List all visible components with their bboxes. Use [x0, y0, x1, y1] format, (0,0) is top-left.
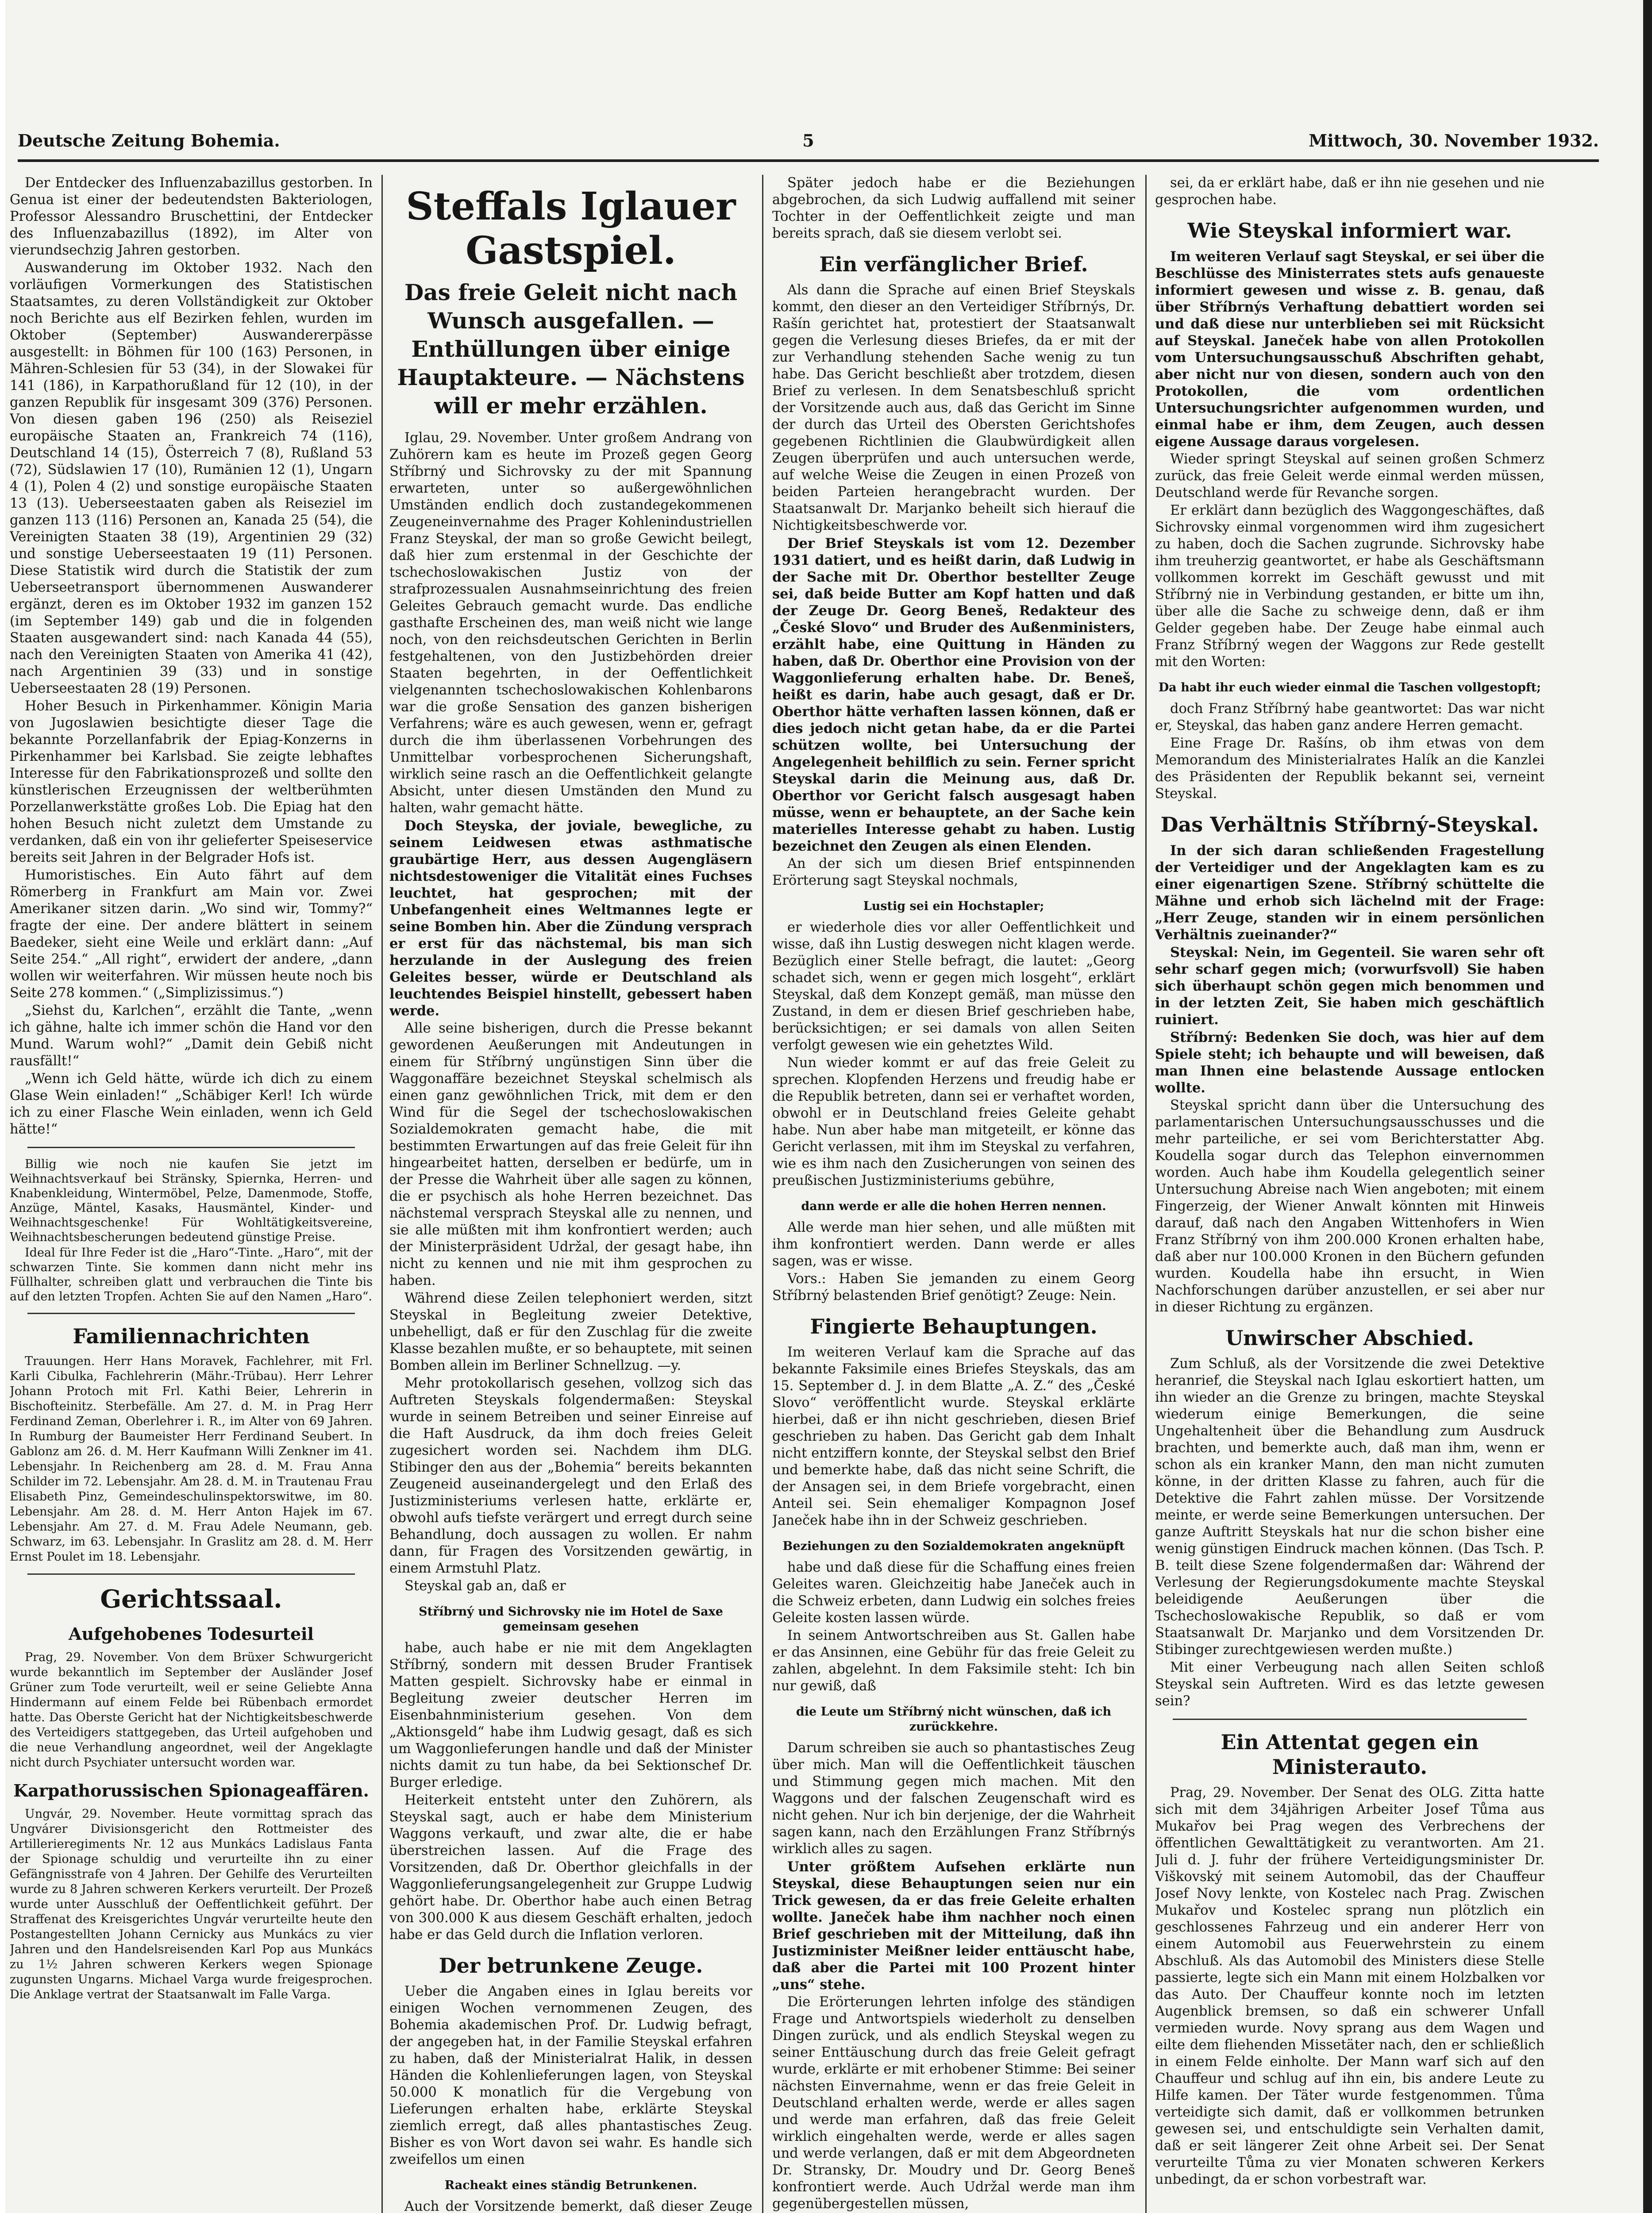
article-paragraph: sei, da er erklärt habe, daß er ihn nie gesehen und nie gesprochen habe.	[1155, 175, 1544, 208]
article-paragraph: In seinem Antwortschreiben aus St. Gallen habe er das Ansinnen, eine Gebühr für das freie Geleit zu zahlen, abgelehnt. In dem Faksimile steht: Ich bin nur gewiß, daß	[772, 1628, 1135, 1694]
article-paragraph: Die Erörterungen lehrten infolge des ständigen Frage und Antwortspiels wiederholt zu denselben Dingen zurück, und als endlich Steyskal wegen zu seiner Enttäuschung durch das freie Geleit gefragt wurde, erklärte er mit erhobener Stimme: Bei seiner nächsten Einvernahme, wenn er das freie Geleit in Deutschland erhalten werde, werde er alles sagen und werde man erfahren, daß das freie Geleit wirklich eingehalten werde, werde er alles sagen und werde verlangen, daß er mit dem Abgeordneten Dr. Stransky, Dr. Moudry und Dr. Georg Beneš konfrontiert werde. Auch Udržal werde man ihm gegenübergestellen müssen,	[772, 1994, 1135, 2212]
page-margin	[0, 0, 5, 2213]
family-notices: Trauungen. Herr Hans Moravek, Fachlehrer, mit Frl. Karli Cibulka, Fachlehrerin (Mähr.-Trübau). Herr Lehrer Johann Protoch mit Frl. Kathi Beier, Lehrerin in Bischofteinitz. Sterbefälle. Am 27. d. M. in Prag Herr Ferdinand Zeman, Oberlehrer i. R., im Alter von 69 Jahren. In Rumburg der Baumeister Herr Ferdinand Seubert. In Gablonz am 26. d. M. Herr Kaufmann Willi Zenkner im 41. Lebensjahr. In Reichenberg am 28. d. M. Frau Anna Schilder im 72. Lebensjahr. Am 28. d. M. in Trautenau Frau Elisabeth Pinz, Gemeindeschulinspektorswitwe, im 80. Lebensjahr. Am 28. d. M. Herr Anton Hajek im 67. Lebensjahr. Am 27. d. M. Frau Adele Neumann, geb. Schwarz, im 63. Lebensjahr. In Graslitz am 28. d. M. Herr Ernst Poulet im 18. Lebensjahr.	[10, 1354, 373, 1564]
article-paragraph: Auch der Vorsitzende bemerkt, daß dieser Zeuge	[404, 2199, 752, 2213]
article-paragraph: Mehr protokollarisch gesehen, vollzog sich das Auftreten Steyskals folgendermaßen: Steyskal wurde in seinem Betreiben und seiner Einreise auf die Haft Ausdruck, da ihm doch freies Geleit zugesichert worden sei. Nachdem ihm DLG. Stibinger den aus der „Bohemia“ bereits bekannten Zeugeneid auseinandergelegt und den Erlaß des Justizministeriums verlesen hatte, erklärte er, obwohl aufs tiefste verärgert und erregt durch seine Behandlung, doch aussagen zu wollen. Er nahm dann, für Fragen des Vorsitzenden gewärtig, in einem Armstuhl Platz.	[389, 1376, 752, 1576]
article-paragraph: Iglau, 29. November. Unter großem Andrang von Zuhörern kam es heute im Prozeß gegen Georg Stříbrný und Sichrovsky zu der mit Spannung erwarteten, unter so außergewöhnlichen Umständen endlich doch zustandegekommenen Zeugeneinvernahme des Prager Kohlenindustriellen Franz Steyskal, der man so große Gewicht beilegt, daß hier zum erstenmal in der Geschichte der tschechoslowakischen Justiz von der strafprozessualen Ausnahmseinrichtung des freien Geleites Gebrauch gemacht wurde. Das endliche gasthafte Erscheinen des, man weiß nicht wie lange noch, von den reichsdeutschen Gerichten in Berlin festgehaltenen, von den Justizbehörden dreier Staaten begehrten, in der Oeffentlichkeit vielgenannten tschechoslowakischen Kohlenbarons war die große Sensation des ganzen bisherigen Verfahrens; wäre es auch gewesen, wenn er, gefragt durch die ihm überlassenen Vorbehrungen des Unmittelbar vorbesprochenen Sicherungshaft, wirklich seine rasch an die Oeffentlichkeit gelangte Absicht, unter diesen Umständen den Mund zu halten, wahr gemacht hätte.	[389, 430, 752, 816]
advertisement: Ideal für Ihre Feder ist die „Haro“-Tinte. „Haro“, mit der schwarzen Tinte. Sie kommen dann nicht mehr ins Füllhalter, schreiben glatt und verbrauchen die Tinte bis auf den letzten Tropfen. Achten Sie auf den Namen „Haro“.	[10, 1246, 373, 1303]
article-heading: Ein Attentat gegen ein Ministerauto.	[1221, 1730, 1479, 1779]
header-page-number: 5	[802, 131, 814, 150]
column-2	[389, 175, 752, 2213]
article-paragraph: Im weiteren Verlauf sagt Steyskal, er sei über die Beschlüsse des Ministerrates stets aufs genaueste informiert gewesen und wisse z. B. genau, daß über Stříbrnýs Verhaftung debattiert worden sei und daß diese nur unterblieben sei mit Rücksicht auf Steyskal. Janeček habe von allen Protokollen vom Untersuchungsausschuß Abschriften gehabt, aber nicht nur von diesen, sondern auch von den Protokollen, die vom ordentlichen Untersuchungsrichter aufgenommen wurden, und einmal habe er ihm, dem Zeugen, auch dessen eigene Aussage daraus vorgelesen.	[1155, 249, 1544, 450]
article-paragraph: Wieder springt Steyskal auf seinen großen Schmerz zurück, das freie Geleit werde einmal werden müssen, Deutschland werde für Revanche sorgen.	[1155, 451, 1544, 501]
article-paragraph: Zum Schluß, als der Vorsitzende die zwei Detektive heranrief, die Steyskal nach Iglau eskortiert hatten, um ihn wieder an die Grenze zu bringen, machte Steyskal wiederum einige Bemerkungen, die seine Ungehaltenheit über die Behandlung zum Ausdruck brachten, und bemerkte auch, daß man ihm, wenn er schon als ein kranker Mann, den man nicht zumuten könne, in der dritten Klasse zu fahren, auch für die Detektive die Fahrt zahlen müsse. Der Vorsitzende meinte, er werde seine Bemerkungen untersuchen. Der ganze Auftritt Steyskals hat nur die schon bisher eine wenig günstigen Eindruck machen können. (Das Tsch. P. B. teilt diese Szene folgendermaßen dar: Während der Verlesung der Regierungsdokumente machte Steyskal beleidigende Aeußerungen über die Tschechoslowakische Republik, so daß er vom Staatsanwalt Dr. Marjanko und dem Vorsitzenden Dr. Stibinger zurechtgewiesen werden mußte.)	[1155, 1356, 1544, 1658]
column-1	[10, 175, 373, 2213]
article-heading: Karpathorussischen Spionageaffären.	[13, 1781, 369, 1800]
article-paragraph: Steyskal gab an, daß er	[404, 1578, 566, 1594]
article-body: Prag, 29. November. Von dem Brüxer Schwurgericht wurde bekanntlich im September der Ausländer Josef Grüner zum Tode verurteilt, weil er seine Geliebte Anna Hindermann auf einem Felde bei Rübenbach ermordet hatte. Das Oberste Gericht hat der Nichtigkeitsbeschwerde des Verteidigers stattgegeben, das Urteil aufgehoben und die neue Verhandlung angeordnet, weil der Angeklagte nicht durch Psychiater untersucht worden war.	[10, 1650, 373, 1770]
article-paragraph: Im weiteren Verlauf kam die Sprache auf das bekannte Faksimile eines Briefes Steyskals, das am 15. September d. J. in dem Blatte „A. Z.“ des „České Slovo“ veröffentlicht wurde. Steyskal erklärte hierbei, daß er ihn nicht geschrieben, diesen Brief geschrieben zu haben. Das Gericht gab dem Inhalt nicht entziffern konnte, der Steyskal selbst den Brief und bemerkte habe, daß das nicht seine Schrift, die der Ansagen sei, in dem Briefe vorgebracht, einen Anteil sei. Sein ehemaliger Kompagnon Josef Janeček habe ihn in der Schweiz geschrieben.	[772, 1345, 1135, 1528]
page-header	[18, 128, 1599, 162]
article-subheading: Das Verhältnis Stříbrný-Steyskal.	[1160, 813, 1539, 837]
news-item: Humoristisches. Ein Auto fährt auf dem Römerberg in Frankfurt am Main vor. Zwei Amerikaner sitzen darin. „Wo sind wir, Tommy?“ fragte der eine. Der andere blättert in seinem Baedeker, sieht eine Weile und erklärt dann: „Auf Seite 254.“ „All right“, erwidert der andere, „dann wollen wir weiterfahren. Wir müssen heute noch bis Seite 278 kommen.“ („Simplizissimus.“)	[10, 867, 373, 1001]
article-paragraph: Stříbrný: Bedenken Sie doch, was hier auf dem Spiele steht; ich behaupte und will beweisen, daß man Ihnen eine belastende Aussage entlocken wollte.	[1155, 1029, 1544, 1096]
article-paragraph: er wiederhole dies vor aller Oeffentlichkeit und wisse, daß ihn Lustig deswegen nicht klagen werde. Bezüglich einer Stelle befragt, die lautet: „Georg schadet sich, wenn er gegen mich losgeht“, erklärt Steyskal, daß dem Konzept gemäß, man müsse den Zustand, in dem er diesen Brief geschrieben habe, berücksichtigen; er sei damals von allen Seiten verfolgt gewesen wie ein gehetztes Wild.	[772, 920, 1135, 1053]
column-rule	[1145, 175, 1147, 2213]
divider	[27, 1313, 355, 1314]
divider	[1173, 1719, 1527, 1720]
article-paragraph: habe, auch habe er nie mit dem Angeklagten Stříbrný, sondern mit dessen Bruder Frantisek Matten gespielt. Sichrovsky habe er einmal in Begleitung zweier deutscher Herren im Eisenbahnministerium gesehen. Von dem „Aktionsgeld“ habe ihm Ludwig gesagt, daß es sich um Waggonlieferungen handle und daß der Minister nichts damit zu tun habe, da bei Sektionschef Dr. Burger erledige.	[389, 1640, 752, 1790]
main-headline: Steffals Iglauer Gastspiel.	[406, 184, 736, 273]
inline-subheading: Da habt ihr euch wieder einmal die Taschen vollgestopft;	[1158, 681, 1541, 694]
article-paragraph: Er erklärt dann bezüglich des Waggongeschäftes, daß Sichrovsky einmal vorgenommen wird ihm zugesichert zu haben, doch die Sachen zugrunde. Sichrovsky habe ihm treuherzig geantwortet, er habe als Geschäftsmann vollkommen korrekt im Geschäft gewusst und mit Stříbrný nie in Verbindung gestanden, er bitte um ihn, über alle die Sache zu schweige denn, daß er ihm Gelder gegeben habe. Der Zeuge habe einmal auch Franz Stříbrný wegen der Waggons zur Rede gestellt mit den Worten:	[1155, 503, 1544, 670]
news-item: Der Entdecker des Influenzabazillus gestorben. In Genua ist einer der bedeutendsten Bakteriologen, Professor Alessandro Bruschettini, der Entdecker des Influenzabazillus (1892), im Alter von vierundsechzig Jahren gestorben.	[10, 175, 373, 258]
article-paragraph: habe und daß diese für die Schaffung eines freien Geleites waren. Gleichzeitig habe Janeček auch in die Schweiz erbeten, dann Ludwig ein solches freies Geleite kosten lassen würde.	[772, 1560, 1135, 1626]
article-paragraph: Alle werde man hier sehen, und alle müßten mit ihm konfrontiert werden. Dann werde er alles sagen, was er wisse.	[772, 1220, 1135, 1269]
article-paragraph: Ueber die Angaben eines in Iglau bereits vor einigen Wochen vernommenen Zeugen, des Bohemia akademischen Prof. Dr. Ludwig befragt, der angegeben hat, in der Familie Steyskal erfahren zu haben, daß der Ministerialrat Halik, in dessen Händen die Kohlenlieferungen lagen, von Steyskal 50.000 K monatlich für die Vergebung von Lieferungen erhalten habe, erklärte Steyskal ziemlich erregt, daß alles phantastisches Zeug. Bisher es von Wort davon sei wahr. Es handle sich zweifellos um einen	[389, 1984, 752, 2167]
inline-subheading: Lustig sei ein Hochstapler;	[863, 899, 1044, 913]
divider	[27, 1573, 355, 1575]
advertisement: Billig wie noch nie kaufen Sie jetzt im Weihnachtsverkauf bei Stränsky, Spiernka, Herren- und Knabenkleidung, Wintermöbel, Pelze, Damenmode, Stoffe, Anzüge, Mäntel, Kasaks, Hausmäntel, Kinder- und Weihnachtsgeschenke! Für Wohltätigkeitsvereine, Weihnachtsbescherungen bedeutend günstige Preise.	[10, 1157, 373, 1244]
article-paragraph: Der Brief Steyskals ist vom 12. Dezember 1931 datiert, und es heißt darin, daß Ludwig in der Sache mit Dr. Oberthor bestellter Zeuge sei, daß beide Butter am Kopf hatten und daß der Zeuge Dr. Georg Beneš, Redakteur des „České Slovo“ und Bruder des Außenministers, erzählt habe, eine Quittung in Händen zu haben, daß Dr. Oberthor eine Provision von der Waggonlieferung erhalten habe. Dr. Beneš, heißt es darin, habe auch gesagt, daß er Dr. Oberthor hätte verhaften lassen können, daß er dies jedoch nicht getan habe, da er die Partei schützen wollte, bei Untersuchung der Angelegenheit behilflich zu sein. Ferner spricht Steyskal darin die Meinung aus, daß Dr. Oberthor vor Gericht falsch ausgesagt haben müsse, wenn er behauptete, an der Sache kein materielles Interesse gehabt zu haben. Lustig bezeichnet den Zeugen als einen Elenden.	[772, 536, 1135, 854]
column-4	[1155, 175, 1544, 2213]
article-paragraph: An der sich um diesen Brief entspinnenden Erörterung sagt Steyskal nochmals,	[772, 856, 1135, 888]
header-date: Mittwoch, 30. November 1932.	[1309, 131, 1599, 150]
column-rule	[381, 175, 383, 2213]
article-paragraph: Darum schreiben sie auch so phantastisches Zeug über mich. Man will die Oeffentlichkeit täuschen und Stimmung gegen mich machen. Mit den Waggons und der falschen Zeugenschaft wird es nicht gehen. Nur ich bin derjenige, der die Wahrheit sagen kann, nach den Erzählungen Franz Stříbrnýs wirklich alles zu sagen.	[772, 1740, 1135, 1857]
article-paragraph: In der sich daran schließenden Fragestellung der Verteidiger und der Angeklagten kam es zu einer eigenartigen Szene. Stříbrný schüttelte die Mähne und erhob sich lächelnd mit der Frage: „Herr Zeuge, standen wir in einem persönlichen Verhältnis zueinander?“	[1155, 843, 1544, 943]
article-paragraph: Während diese Zeilen telephoniert werden, sitzt Steyskal in Begleitung zweier Detektive, unbehelligt, daß er für den Zuschlag für die zweite Klasse bezahlen mußte, er so behauptete, mit seinen Bomben allein im Berliner Schnellzug. —y.	[389, 1291, 752, 1373]
inline-subheading: dann werde er alle die hohen Herren nennen.	[801, 1199, 1106, 1213]
article-paragraph: Steyskal spricht dann über die Untersuchung des parlamentarischen Untersuchungsausschusses und die mehr parteiliche, er sei vom Berichterstatter Abg. Koudella sogar durch das Telephon einvernommen worden. Auch habe ihm Koudella gelegentlich seiner Untersuchung Abreise nach Wien angeboten; mit einem Fingerzeig, der Wiener Anwalt könnten mit Hinweis darauf, daß nach den Angaben Wittenhofers in Wien Franz Stříbrný von ihm 200.000 Kronen erhalten habe, daß aber nur 100.000 Kronen in den Büchern gefunden wurden. Koudella habe ihn ersucht, in Wien Nachforschungen darüber anzustellen, er sei aber nur in dieser Richtung zu ergänzen.	[1155, 1098, 1544, 1315]
article-heading: Aufgehobenes Todesurteil	[68, 1624, 314, 1644]
article-paragraph: Als dann die Sprache auf einen Brief Steyskals kommt, den dieser an den Verteidiger Stříbrnýs, Dr. Rašín gerichtet hat, protestiert der Staatsanwalt gegen die Verlesung dieses Briefes, da er mit der zur Verhandlung stehenden Sache wenig zu tun habe. Das Gericht beschließt aber trotzdem, diesen Brief zu verlesen. In dem Senatsbeschluß spricht der Vorsitzende auch aus, daß das Gericht im Sinne der durch das Urteil des Obersten Gerichtshofes gegebenen Richtlinien die Glaubwürdigkeit allen Zeugen überprüfen und auch untersuchen werde, auf welche Weise die Zeugen in einen Prozeß von beiden Parteien herangebracht wurden. Der Staatsanwalt Dr. Marjanko beheilt sich hierauf die Nichtigkeitsbeschwerde vor.	[772, 282, 1135, 533]
article-subheading: Fingierte Behauptungen.	[810, 1315, 1097, 1338]
article-subheading: Der betrunkene Zeuge.	[439, 1954, 703, 1978]
article-body: Ungvár, 29. November. Heute vormittag sprach das Ungvárer Divisionsgericht den Rottmeister des Artillerieregiments Nr. 12 aus Munkács Ladislaus Fanta der Spionage schuldig und verurteilte ihn zu einer Gefängnisstrafe von 4 Jahren. Der Gehilfe des Verurteilten wurde zu 8 Jahren schweren Kerkers verurteilt. Der Prozeß wurde unter Ausschluß der Oeffentlichkeit geführt. Der Straffenat des Kreisgerichtes Ungvár verurteilte heute den Postangestellten Johann Cernicky aus Munkács zu vier Jahren und den Handelsreisenden Karl Pop aus Munkács zu 1½ Jahren schweren Kerkers wegen Spionage zugunsten Ungarns. Michael Varga wurde freigesprochen. Die Anklage vertrat der Staatsanwalt im Falle Varga.	[10, 1807, 373, 2001]
article-paragraph: Alle seine bisherigen, durch die Presse bekannt gewordenen Aeußerungen mit Andeutungen in einem für Stříbrný ungünstigen Sinn über die Waggonaffäre bezeichnet Steyskal schelmisch als einen ganz gewöhnlichen Trick, mit dem er den Wind für die Segel der tschechoslowakischen Sozialdemokraten gemacht habe, die mit bestimmten Erwartungen auf das freie Geleit für ihn hingearbeitet hatten, derselben er bedürfe, um in der Presse die Wahrheit über alle sagen zu können, die er psychisch als hohe Herren bezeichnet. Das nächstemal versprach Steyskal alle zu nennen, und sie alle müßten mit ihm konfrontiert werden; auch der Ministerpräsident Udržal, der gesagt habe, ihn nicht zu kennen und nie mit ihm gesprochen zu haben.	[389, 1021, 752, 1288]
scan-edge	[1643, 0, 1652, 2213]
main-subheadline: Das freie Geleit nicht nach Wunsch ausgefallen. — Enthüllungen über einige Hauptakteure. — Nächstens will er mehr erzählen.	[397, 279, 745, 419]
article-paragraph: Heiterkeit entsteht unter den Zuhörern, als Steyskal sagt, auch er habe dem Ministerium Waggons verkauft, und zwar alte, die er habe überstreichen lassen. Auf die Frage des Vorsitzenden, daß Dr. Oberthor gleichfalls in der Waggonlieferungsangelegenheit zur Gruppe Ludwig gehört habe. Dr. Oberthor habe auch einen Betrag von 300.000 K aus diesem Geschäft erhalten, jedoch habe er das Geld durch die Inflation verloren.	[389, 1793, 752, 1943]
section-heading-court: Gerichtssaal.	[100, 1585, 282, 1614]
news-item: Auswanderung im Oktober 1932. Nach den vorläufigen Vormerkungen des Statistischen Staatsamtes, zu deren Vollständigkeit zur Oktober noch Berichte aus elf Bezirken fehlen, wurden im Oktober (September) Auswandererpässe ausgestellt: in Böhmen für 100 (163) Personen, in Mähren-Schlesien für 53 (34), in der Slowakei für 141 (186), in Karpathorußland für 12 (10), in der ganzen Republik für insgesamt 309 (376) Personen. Von diesen gaben 196 (250) als Reiseziel europäische Staaten an, Frankreich 74 (116), Deutschland 14 (15), Österreich 7 (8), Rußland 53 (72), Südslawien 17 (10), Rumänien 12 (1), Ungarn 4 (1), Polen 4 (2) und sonstige europäische Staaten 13 (13). Ueberseestaaten gaben als Reiseziel im ganzen 113 (116) Personen an, Kanada 25 (54), die Vereinigten Staaten 38 (19), Argentinien 29 (32) und sonstige Ueberseestaaten 19 (11) Personen. Diese Statistik wird durch die Statistik der zum Ueberseetransport übernommenen Auswanderer ergänzt, deren es im Oktober 1932 im ganzen 152 (im September 149) gab und die in folgenden Staaten ausgewandert sind: nach Kanada 44 (55), nach den Vereinigten Staaten von Amerika 41 (42), nach Argentinien 39 (33) und in sonstige Ueberseestaaten 28 (19) Personen.	[10, 260, 373, 696]
section-heading-family: Familiennachrichten	[73, 1324, 310, 1348]
inline-subheading: die Leute um Stříbrný nicht wünschen, daß ich zurückkehre.	[796, 1705, 1112, 1734]
article-subheading: Wie Steyskal informiert war.	[1187, 219, 1512, 243]
article-paragraph: Später jedoch habe er die Beziehungen abgebrochen, da sich Ludwig auffallend mit seiner Tochter in der Oeffentlichkeit zeigte und man bereits sprach, daß sie diesem verlobt sei.	[772, 175, 1135, 241]
divider	[27, 1147, 355, 1148]
article-paragraph: Eine Frage Dr. Rašíns, ob ihm etwas von dem Memorandum des Ministerialrates Halík an die Kanzlei des Präsidenten der Republik bekannt sei, verneint Steyskal.	[1155, 736, 1544, 802]
inline-subheading: Racheakt eines ständig Betrunkenen.	[444, 2178, 697, 2192]
news-item: Hoher Besuch in Pirkenhammer. Königin Maria von Jugoslawien besichtigte dieser Tage die bekannte Porzellanfabrik der Epiag-Konzerns in Pirkenhammer bei Karlsbad. Sie zeigte lebhaftes Interesse für den Fabrikationsprozeß und sollte den künstlerischen Erzeugnissen der weltberühmten Porzellanwerkstätte großes Lob. Die Epiag hat den hohen Besuch nicht zuletzt dem Umstande zu verdanken, daß ein von ihr gelieferter Speiseservice bereits seit Jahren in der Belgrader Hofs ist.	[10, 698, 373, 865]
article-paragraph: Nun wieder kommt er auf das freie Geleit zu sprechen. Klopfenden Herzens und freudig habe er die Republik betreten, dann sei er verhaftet worden, obwohl er in Deutschland freies Geleite gehabt habe. Nun aber habe man mitgeteilt, er könne das Gericht verlassen, mit ihm im Steyskal zu verfahren, wie es ihm nach den Zusicherungen von seinen des preußischen Justizministeriums gebühre,	[772, 1055, 1135, 1188]
inline-subheading: Beziehungen zu den Sozialdemokraten angeknüpft	[782, 1539, 1125, 1553]
article-paragraph: Vors.: Haben Sie jemanden zu einem Georg Stříbrný belastenden Brief genötigt? Zeuge: Nein.	[772, 1271, 1135, 1303]
inline-subheading: Stříbrný und Sichrovsky nie im Hotel de Saxe gemeinsam gesehen	[419, 1605, 723, 1634]
news-item: „Siehst du, Karlchen“, erzählt die Tante, „wenn ich gähne, halte ich immer schön die Hand vor den Mund. Warum wohl?“ „Damit dein Gebiß nicht rausfällt!“	[10, 1003, 373, 1069]
article-paragraph: Prag, 29. November. Der Senat des OLG. Zitta hatte sich mit dem 34jährigen Arbeiter Josef Tůma aus Mukařov bei Prag wegen des Verbrechens der öffentlichen Gewalttätigkeit zu verantworten. Am 21. Juli d. J. fuhr der frühere Verteidigungsminister Dr. Viškovský mit seinem Automobil, das der Chauffeur Josef Novy lenkte, von Kostelec nach Prag. Zwischen Mukařov und Kostelec sprang nun plötzlich ein geschlossenes Fahrzeug und ein anderer Herr von einem Automobil aus Feuerwehrstein zu einem Abschluß. Als das Automobil des Ministers diese Stelle passierte, legte sich ein Mann mit einem Holzbalken vor das Auto. Der Chauffeur konnte noch im letzten Augenblick bremsen, so daß ein schwerer Unfall vermieden wurde. Novy sprang aus dem Wagen und eilte dem fliehenden Missetäter nach, den er schließlich in einem Felde einholte. Der Mann warf sich auf den Chauffeur und schlug auf ihn ein, bis andere Leute zu Hilfe kamen. Der Täter wurde festgenommen. Tůma verteidigte sich damit, daß er vollkommen betrunken gewesen sei, und entschuldigte sein Verhalten damit, daß er seit längerer Zeit ohne Arbeit sei. Der Senat verurteilte Tůma zu vier Monaten schweren Kerkers unbedingt, da er schon vorbestraft war.	[1155, 1785, 1544, 2187]
article-paragraph: Unter größtem Aufsehen erklärte nun Steyskal, diese Behauptungen seien nur ein Trick gewesen, da er das freie Geleite erhalten wollte. Janeček habe ihm nachher noch einen Brief geschrieben mit der Mitteilung, daß ihn Justizminister Meißner leider enttäuscht habe, daß aber die Partei mit 100 Prozent hinter „uns“ stehe.	[772, 1859, 1135, 1993]
news-item: „Wenn ich Geld hätte, würde ich dich zu einem Glase Wein einladen!“ „Schäbiger Kerl! Ich würde ich zu einer Flasche Wein einladen, wenn ich Geld hätte!“	[10, 1071, 373, 1137]
article-subheading: Unwirscher Abschied.	[1225, 1326, 1474, 1350]
header-masthead: Deutsche Zeitung Bohemia.	[18, 131, 280, 150]
article-paragraph: doch Franz Stříbrný habe geantwortet: Das war nicht er, Steyskal, das haben ganz andere Herren gemacht.	[1155, 701, 1544, 733]
column-3	[772, 175, 1135, 2213]
article-paragraph: Doch Steyska, der joviale, bewegliche, zu seinem Leidwesen etwas asthmatische graubärtige Herr, aus dessen Augengläsern nichtsdestoweniger die Vitalität eines Fuchses leuchtet, hat gesprochen; mit der Unbefangenheit eines Weltmannes legte er seine Bomben hin. Aber die Zündung versprach er erst für das nächstemal, bis man sich herzulande in der Auslegung des freien Geleites besser, würde er Deutschland als leuchtendes Beispiel hinstellt, gebessert haben werde.	[389, 818, 752, 1019]
article-paragraph: Steyskal: Nein, im Gegenteil. Sie waren sehr oft sehr scharf gegen mich; (vorwurfsvoll) Sie haben sich überhaupt schön gegen mich benommen und in der letzten Zeit, Sie haben mich geschäftlich ruiniert.	[1155, 945, 1544, 1028]
column-rule	[762, 175, 763, 2213]
article-paragraph: Mit einer Verbeugung nach allen Seiten schloß Steyskal sein Auftreten. Wird es das letzte gewesen sein?	[1155, 1660, 1544, 1709]
article-subheading: Ein verfänglicher Brief.	[819, 252, 1088, 276]
